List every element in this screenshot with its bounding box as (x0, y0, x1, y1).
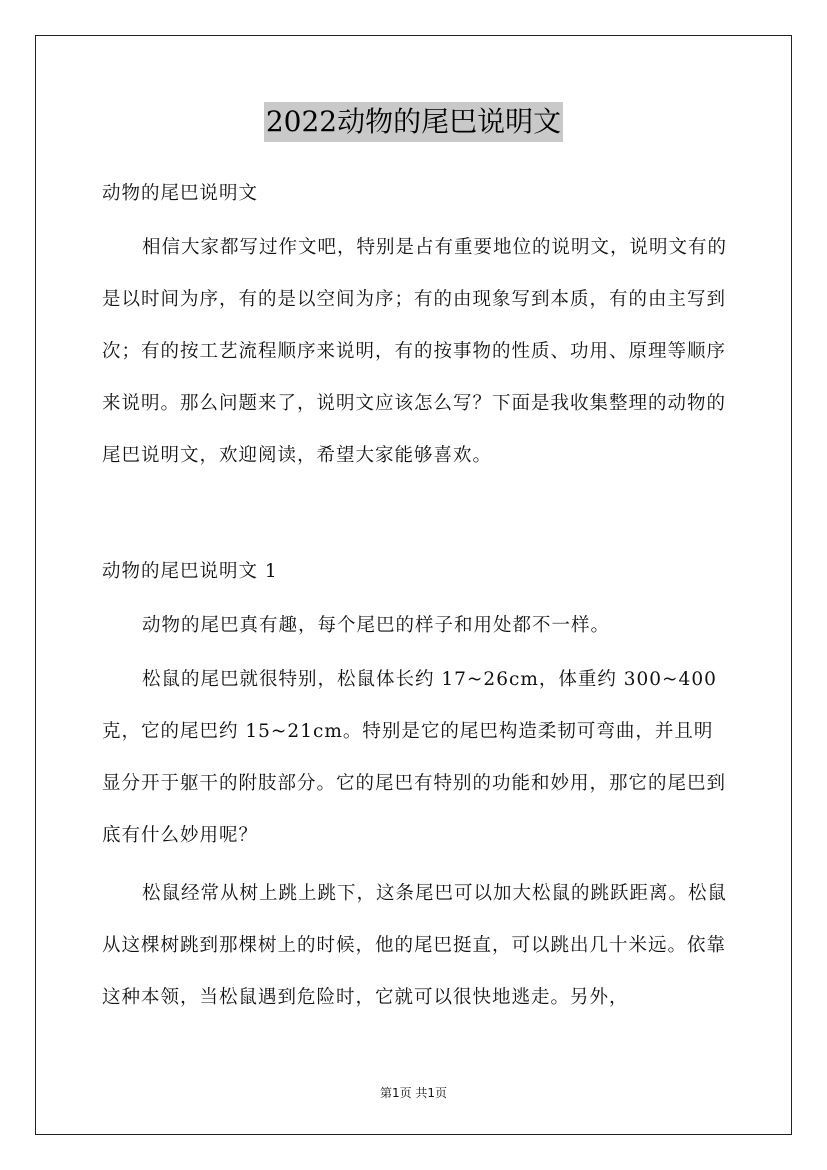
body-paragraph-2: 松鼠的尾巴就很特别，松鼠体长约 17~26cm，体重约 300~400 克，它的尾巴约 15~21cm。特别是它的尾巴构造柔韧可弯曲，并且明显分开于躯干的附肢部分。它的尾巴有特别的功能和妙用，那它的尾巴到底有什么妙用呢？ (102, 669, 727, 846)
body-paragraph-1: 动物的尾巴真有趣，每个尾巴的样子和用处都不一样。 (142, 615, 611, 636)
title-container (0, 102, 827, 142)
page-footer: 第1页 共1页 (379, 1086, 448, 1100)
body-paragraph-3: 松鼠经常从树上跳上跳下，这条尾巴可以加大松鼠的跳跃距离。松鼠从这棵树跳到那棵树上的时候，他的尾巴挺直，可以跳出几十米远。依靠这种本领，当松鼠遇到危险时，它就可以很快地逃走。另外， (102, 883, 728, 1008)
subtitle: 动物的尾巴说明文 (102, 183, 259, 204)
document-title: 2022动物的尾巴说明文 (264, 102, 563, 142)
section-heading: 动物的尾巴说明文 1 (102, 561, 278, 582)
intro-paragraph: 相信大家都写过作文吧，特别是占有重要地位的说明文，说明文有的是以时间为序，有的是以空间为序；有的由现象写到本质，有的由主写到次；有的按工艺流程顺序来说明，有的按事物的性质、功用、原理等顺序来说明。那么问题来了，说明文应该怎么写？下面是我收集整理的动物的尾巴说明文，欢迎阅读，希望大家能够喜欢。 (102, 237, 728, 466)
